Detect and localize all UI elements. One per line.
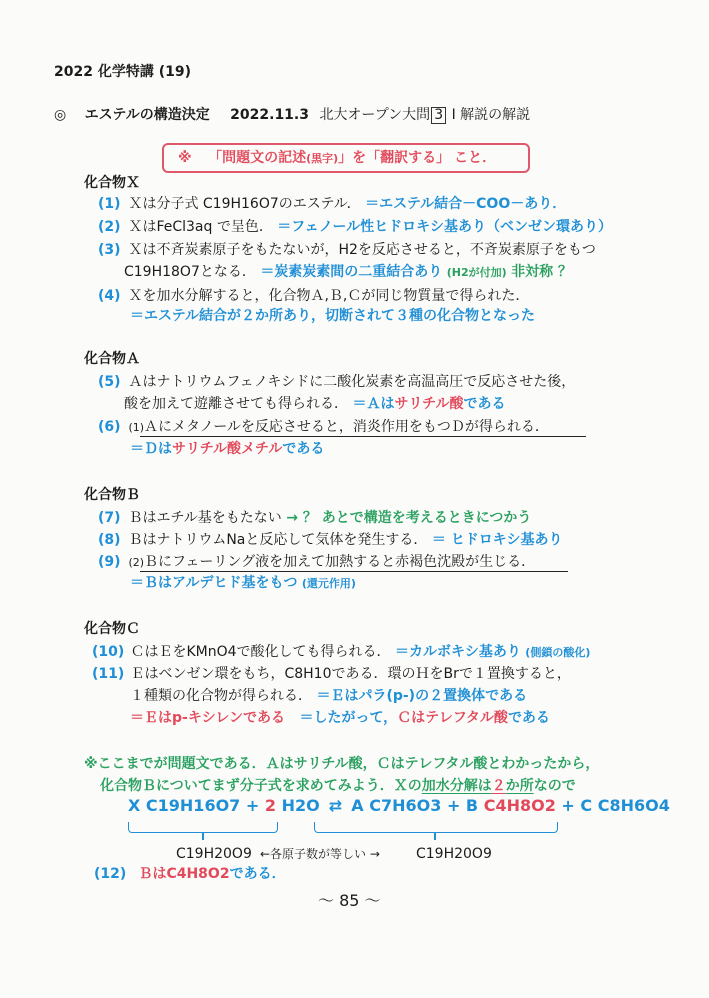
item-1: (1) Ｘは分子式 C19H16O7のエステル． ＝エステル結合－COO－あり． <box>98 196 567 212</box>
section-heading-x: 化合物Ｘ <box>84 175 140 191</box>
underline-9 <box>140 571 568 572</box>
item-6: (6) (1)Ａにメタノールを反応させると，消炎作用をもつＤが得られる． <box>98 419 549 435</box>
page-number: ～ 85 ～ <box>318 891 381 910</box>
item-6-note: ＝Ｄはサリチル酸メチルである <box>130 441 325 457</box>
summary-line-2: 化合物Ｂについてまず分子式を求めてみよう．Ｘの加水分解は２か所なので <box>100 778 576 794</box>
item-10: (10) ＣはＥをKMnO4で酸化しても得られる． ＝カルボキシ基あり (側鎖の酸化) <box>92 644 591 660</box>
double-circle-icon: ◎ <box>54 107 67 123</box>
item-11-cont: １種類の化合物が得られる． ＝Ｅはパラ(p-)の２置換体である <box>130 688 528 704</box>
equilibrium-arrow-icon: ⇄ <box>328 796 343 815</box>
item-8: (8) ＢはナトリウムNaと反応して気体を発生する． ＝ ヒドロキシ基あり <box>98 532 563 548</box>
item-7: (7) Ｂはエチル基をもたない → ？ あとで構造を考えるときにつかう <box>98 510 532 526</box>
topic-date: 2022.11.3 <box>230 107 309 123</box>
item-9-note: ＝Ｂはアルデヒド基をもつ (還元作用) <box>130 575 356 591</box>
hydrolysis-equation: X C19H16O7 + 2 H2O ⇄ A C7H6O3 + B C4H8O2 + C C8H6O4 <box>128 796 670 815</box>
right-sum-formula: C19H20O9 <box>416 846 492 862</box>
topic-source: 北大オープン大問 <box>319 107 431 123</box>
section-heading-b: 化合物Ｂ <box>84 487 140 503</box>
summary-line-1: ※ここまでが問題文である．Ａはサリチル酸，Ｃはテレフタル酸とわかったから， <box>84 756 600 772</box>
left-sum-formula: C19H20O9 <box>176 846 252 862</box>
underline-6 <box>140 436 586 437</box>
left-brace-tick <box>202 832 204 840</box>
item-11: (11) Ｅはベンゼン環をもち，C8H10である．環のＨをBrで１置換すると， <box>92 666 571 682</box>
topic-title: エステルの構造決定 <box>84 107 210 123</box>
page-header: 2022 化学特講 (19) <box>54 64 191 80</box>
right-brace-tick <box>434 832 436 840</box>
item-2: (2) ＸはFeCl3aq で呈色． ＝フェノール性ヒドロキシ基あり（ベンゼン環あり） <box>98 219 613 235</box>
item-3-cont: C19H18O7となる． ＝炭素炭素間の二重結合あり (H2が付加) 非対称 ？ <box>124 264 573 280</box>
topic-source-post: Ⅰ 解説の解説 <box>451 107 531 123</box>
topic-line <box>54 105 530 125</box>
problem-number-box: 3 <box>431 107 446 124</box>
item-3: (3) Ｘは不斉炭素原子をもたないが，H2を反応させると，不斉炭素原子をもつ <box>98 242 596 258</box>
item-11-note2: ＝Ｅはp-キシレンである ＝したがって，Ｃはテレフタル酸である <box>130 710 550 726</box>
item-4: (4) Ｘを加水分解すると，化合物Ａ,Ｂ,Ｃが同じ物質量で得られた． <box>98 288 530 304</box>
right-brace <box>314 822 558 833</box>
item-5-cont: 酸を加えて遊離させても得られる． ＝Ａはサリチル酸である <box>124 396 506 412</box>
notice-text: ※ 「問題文の記述(黒字)」を「翻訳する」 こと． <box>178 150 497 166</box>
section-heading-a: 化合物Ａ <box>84 351 140 367</box>
item-12: (12) ＢはC4H8O2である． <box>94 866 286 882</box>
sum-equal-note: ←各原子数が等しい → <box>260 847 380 861</box>
item-4-note: ＝エステル結合が２か所あり，切断されて３種の化合物となった <box>130 308 536 324</box>
item-5: (5) Ａはナトリウムフェノキシドに二酸化炭素を高温高圧で反応させた後， <box>98 374 576 390</box>
section-heading-c: 化合物Ｃ <box>84 621 140 637</box>
item-9: (9) (2)Ｂにフェーリング液を加えて加熱すると赤褐色沈殿が生じる． <box>98 554 536 570</box>
notice-mark: ※ <box>178 150 192 166</box>
